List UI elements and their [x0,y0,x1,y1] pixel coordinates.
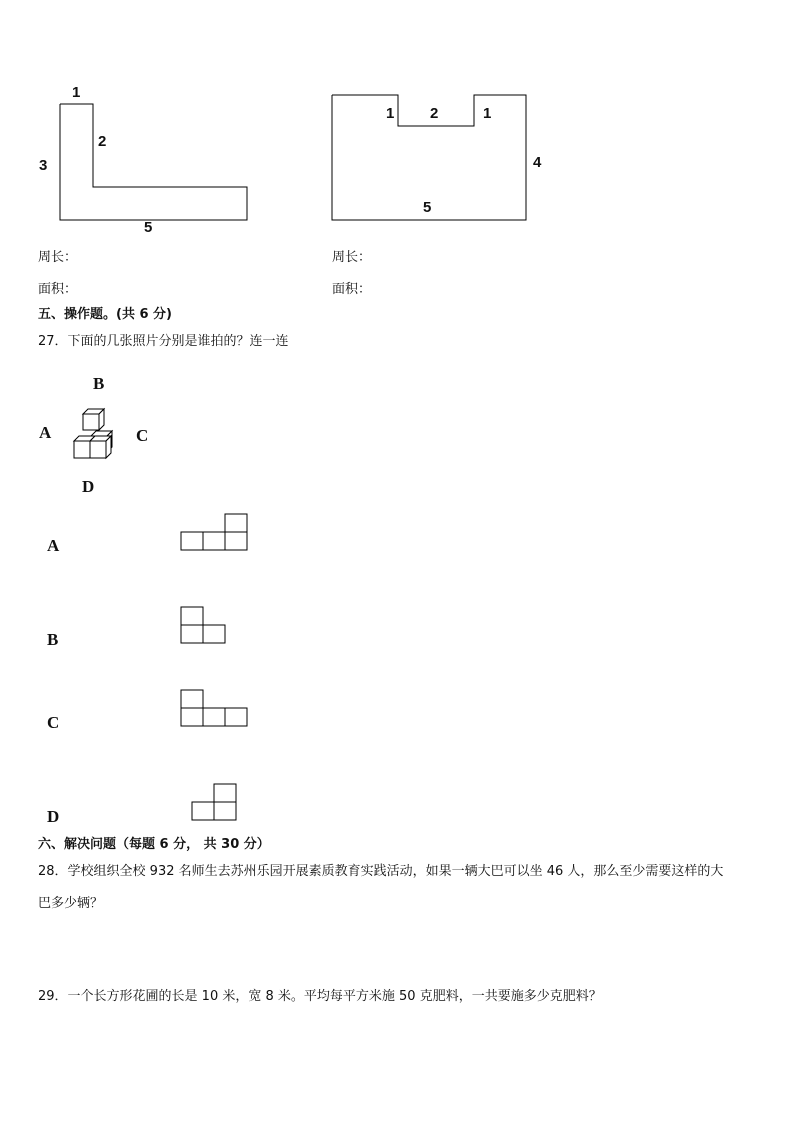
photo-label-c: C [47,713,60,732]
u-shape-label-2: 2 [430,105,439,122]
cube-label-c: C [136,426,149,445]
l-shape-label-3: 3 [39,157,48,174]
u-shape-label-5: 5 [423,199,432,216]
cube-label-d: D [82,477,95,496]
left-perimeter-label: 周长： [38,250,78,265]
left-area-label: 面积： [38,282,78,297]
photo-view-d [191,783,241,823]
photo-view-a [180,513,250,553]
l-shape-label-5: 5 [144,219,153,236]
section6-heading: 六、解决问题（每题 6 分， 共 30 分） [38,837,270,852]
u-shape-label-4: 4 [533,154,542,171]
question-28-line1: 28．学校组织全校 932 名师生去苏州乐园开展素质教育实践活动，如果一辆大巴可以坐 46 人，那么至少需要这样的大 [38,864,724,879]
right-perimeter-label: 周长： [332,250,372,265]
photo-label-b: B [47,630,59,649]
right-area-label: 面积： [332,282,372,297]
l-shape-label-2: 2 [98,133,107,150]
u-shape-label-1-left: 1 [386,105,395,122]
question-27: 27．下面的几张照片分别是谁拍的？连一连 [38,334,289,349]
photo-view-b [180,606,230,646]
cube-stack-drawing [70,404,130,464]
photo-label-d: D [47,807,60,826]
photo-view-c [180,689,250,729]
question-29: 29．一个长方形花圃的长是 10 米，宽 8 米。平均每平方米施 50 克肥料，一共要施多少克肥料？ [38,989,602,1004]
cube-label-a: A [39,423,52,442]
section5-heading: 五、操作题。(共 6 分) [38,307,172,322]
l-shape-outline [60,104,247,220]
question-28-line2: 巴多少辆？ [38,896,104,911]
l-shape-label-1: 1 [72,84,81,101]
photo-label-a: A [47,536,60,555]
cube-label-b: B [93,374,105,393]
u-shape-label-1-right: 1 [483,105,492,122]
